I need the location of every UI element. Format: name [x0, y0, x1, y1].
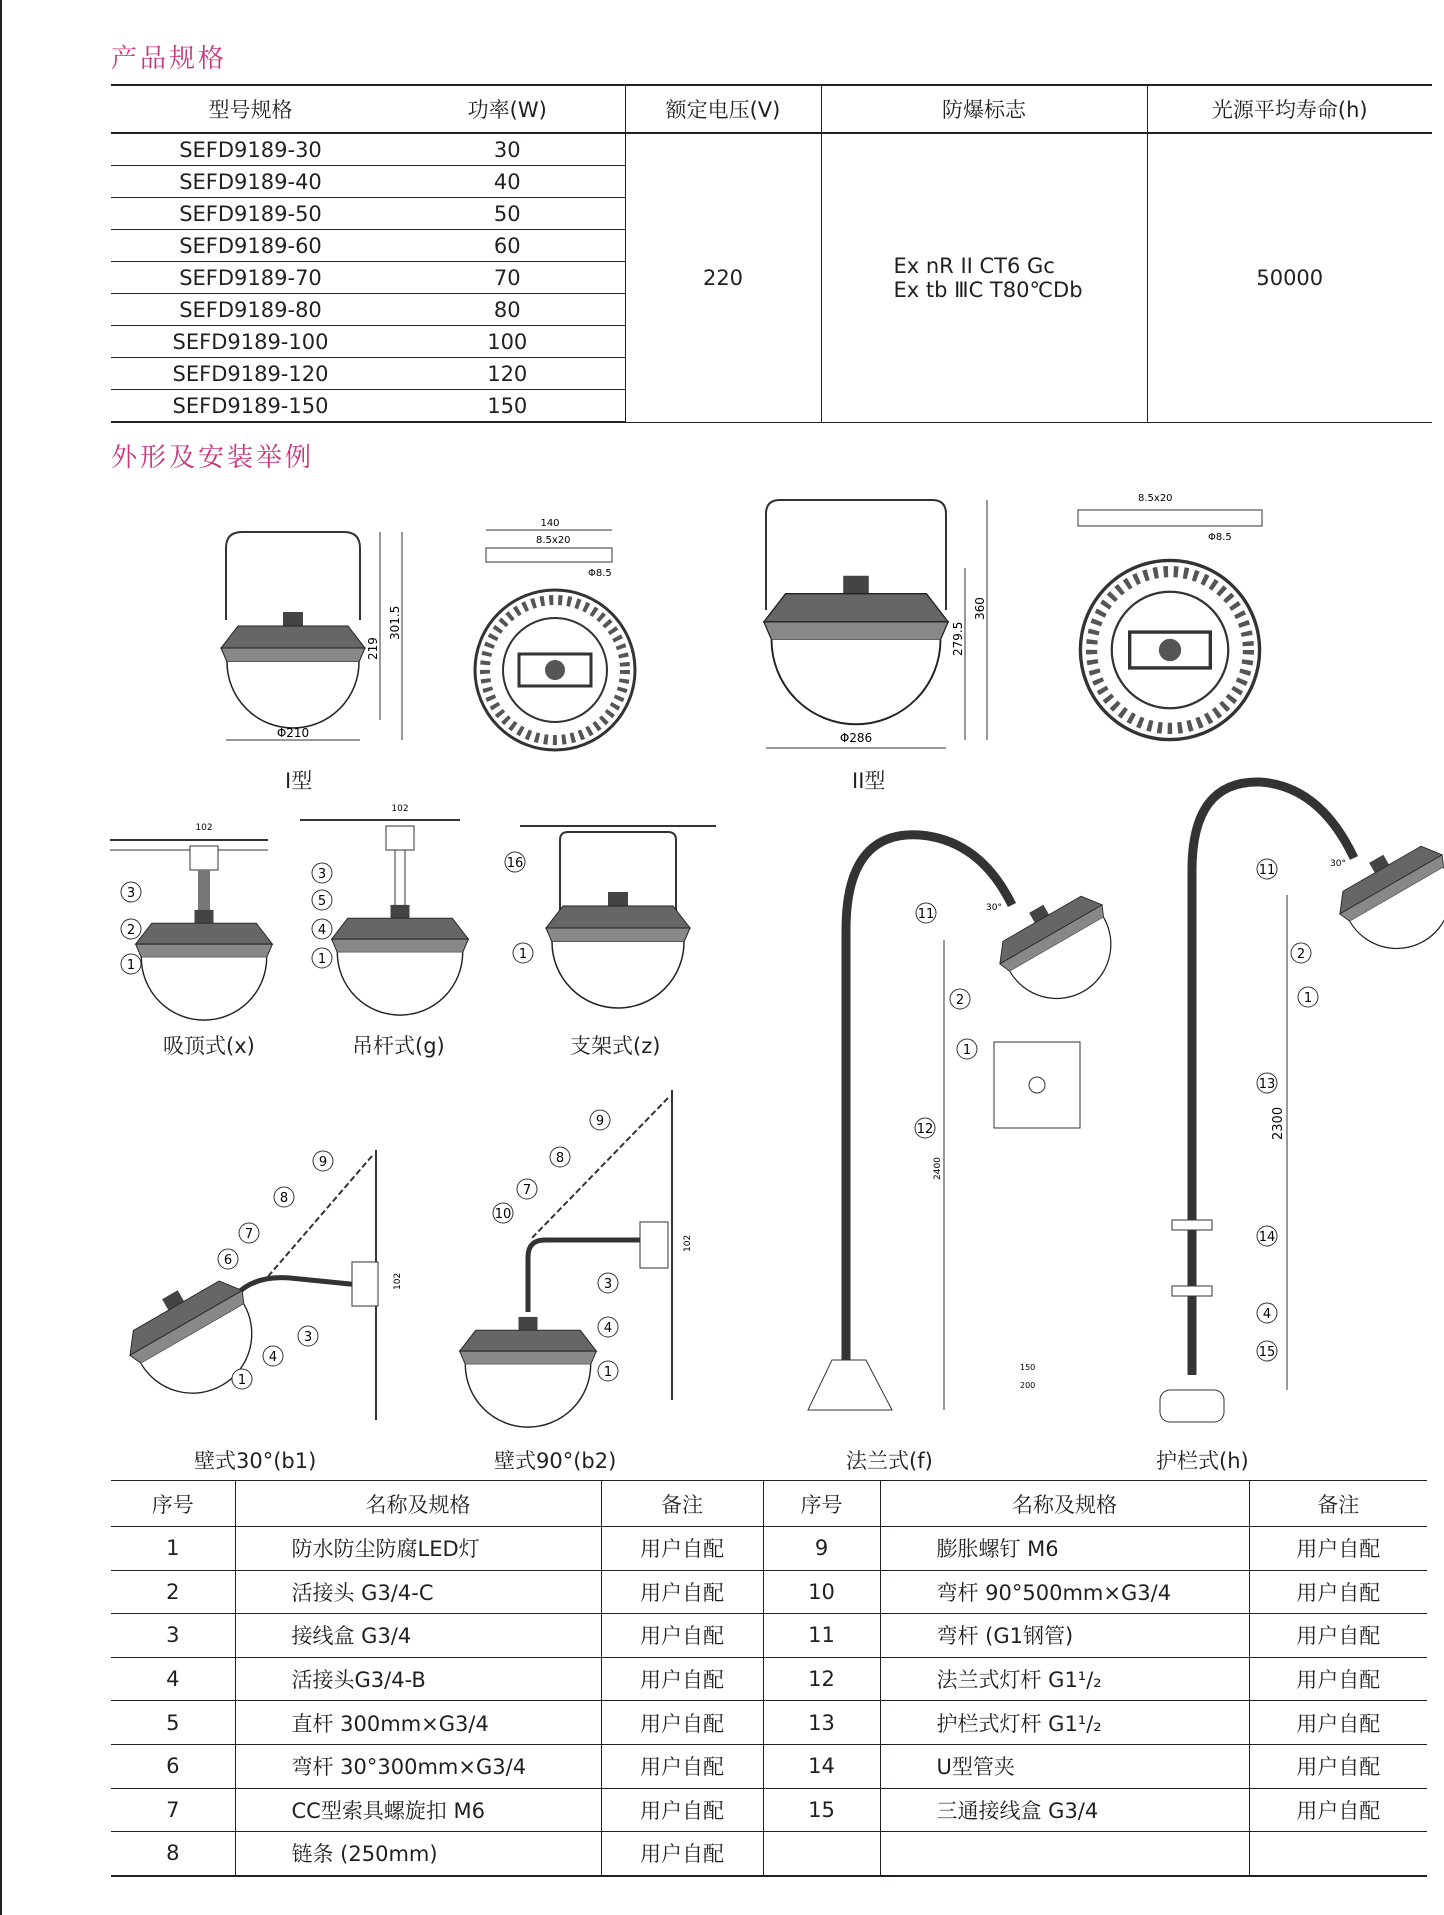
part-no: 13 [763, 1701, 880, 1745]
rail-dim-2300: 2300 [1271, 1106, 1286, 1140]
svg-text:9: 9 [595, 1114, 605, 1129]
part-note: 用户自配 [601, 1788, 763, 1832]
part-note: 用户自配 [601, 1570, 763, 1614]
callout-flange-1 [957, 1039, 977, 1059]
callout-wall90-8 [550, 1147, 570, 1167]
svg-text:3: 3 [317, 867, 327, 882]
parts-row [111, 1570, 1427, 1614]
callout-rail-13 [1257, 1073, 1277, 1093]
svg-text:1: 1 [237, 1373, 247, 1388]
rail-dim-30deg: 30° [1330, 859, 1346, 869]
spec-power: 70 [390, 262, 625, 294]
svg-text:1: 1 [518, 947, 528, 962]
part-note: 用户自配 [1249, 1614, 1427, 1658]
spec-header-lifetime: 光源平均寿命(h) [1147, 85, 1432, 133]
svg-text:1: 1 [317, 952, 327, 967]
bracket-caption: 支架式(z) [570, 1034, 661, 1058]
callout-ceiling-2 [121, 919, 141, 939]
parts-header-name-right: 名称及规格 [880, 1481, 1249, 1527]
part-name: CC型索具螺旋扣 M6 [235, 1788, 601, 1832]
part-no: 12 [763, 1657, 880, 1701]
part-name: U型管夹 [880, 1744, 1249, 1788]
spec-model: SEFD9189-60 [111, 230, 390, 262]
svg-text:8: 8 [279, 1191, 289, 1206]
type2-dim-total: 360 [973, 597, 987, 620]
bracket1-drawing [475, 518, 635, 750]
callout-rail-4 [1257, 1303, 1277, 1323]
svg-text:16: 16 [506, 856, 524, 871]
callout-wall90-4 [598, 1317, 618, 1337]
part-no: 4 [111, 1657, 235, 1701]
callout-wall90-3 [598, 1273, 618, 1293]
svg-text:5: 5 [317, 894, 327, 909]
part-name: 接线盒 G3/4 [235, 1614, 601, 1658]
svg-text:1: 1 [962, 1043, 972, 1058]
spec-power: 30 [390, 133, 625, 166]
spec-header-explosion: 防爆标志 [821, 85, 1147, 133]
type2-side-drawing [764, 500, 987, 748]
part-name: 弯杆 90°500mm×G3/4 [880, 1570, 1249, 1614]
svg-text:1: 1 [1303, 991, 1313, 1006]
bracket1-dim-slot: 8.5x20 [536, 535, 571, 546]
svg-text:6: 6 [223, 1253, 233, 1268]
type2-dim-width: Φ286 [839, 731, 873, 745]
svg-text:2: 2 [126, 923, 136, 938]
parts-table [111, 1480, 1427, 1877]
flange-dim-2400: 2400 [933, 1157, 943, 1180]
part-note: 用户自配 [1249, 1527, 1427, 1571]
parts-row [111, 1527, 1427, 1571]
part-name: 活接头G3/4-B [235, 1657, 601, 1701]
type2-dim-body: 279.5 [951, 621, 965, 656]
callout-rail-14 [1257, 1226, 1277, 1246]
bracket2-dim-hole: Φ8.5 [1208, 532, 1232, 543]
callout-bracket-16 [505, 852, 525, 872]
spec-model: SEFD9189-100 [111, 326, 390, 358]
spec-power: 120 [390, 358, 625, 390]
part-name: 直杆 300mm×G3/4 [235, 1701, 601, 1745]
spec-model: SEFD9189-80 [111, 294, 390, 326]
parts-header-no-right: 序号 [763, 1481, 880, 1527]
rail-caption: 护栏式(h) [1156, 1449, 1249, 1473]
svg-text:14: 14 [1258, 1230, 1276, 1245]
svg-text:8: 8 [555, 1151, 565, 1166]
part-name: 链条 (250mm) [235, 1832, 601, 1876]
parts-row [111, 1657, 1427, 1701]
svg-text:12: 12 [916, 1122, 934, 1137]
svg-text:11: 11 [1258, 863, 1276, 878]
svg-text:10: 10 [494, 1207, 512, 1222]
parts-row [111, 1701, 1427, 1745]
callout-wall90-10 [493, 1203, 513, 1223]
part-name: 防水防尘防腐LED灯 [235, 1527, 601, 1571]
callout-wall30-7 [239, 1223, 259, 1243]
svg-text:9: 9 [318, 1155, 328, 1170]
type2-caption: II型 [852, 769, 886, 793]
ceiling-caption: 吸顶式(x) [163, 1034, 255, 1058]
spec-header-power: 功率(W) [390, 85, 625, 133]
callout-rail-15 [1257, 1341, 1277, 1361]
svg-text:15: 15 [1258, 1345, 1276, 1360]
part-name: 护栏式灯杆 G1¹/₂ [880, 1701, 1249, 1745]
part-name: 三通接线盒 G3/4 [880, 1788, 1249, 1832]
callout-ceiling-3 [121, 882, 141, 902]
part-note: 用户自配 [1249, 1788, 1427, 1832]
wall90-dim-102: 102 [683, 1234, 693, 1252]
type1-dim-body: 219 [366, 637, 380, 660]
callout-pendant-1 [312, 948, 332, 968]
part-note: 用户自配 [1249, 1701, 1427, 1745]
svg-text:3: 3 [126, 886, 136, 901]
svg-text:2: 2 [955, 993, 965, 1008]
part-name: 弯杆 30°300mm×G3/4 [235, 1744, 601, 1788]
callout-pendant-5 [312, 890, 332, 910]
svg-text:1: 1 [603, 1365, 613, 1380]
wall30-mount-drawing [114, 1150, 403, 1420]
part-no: 5 [111, 1701, 235, 1745]
spec-explosion-line-2: Ex tb ⅢC T80℃Db [893, 277, 1083, 302]
callout-flange-12 [915, 1118, 935, 1138]
callout-ceiling-1 [121, 954, 141, 974]
spec-model: SEFD9189-30 [111, 133, 390, 166]
callout-flange-11 [916, 903, 936, 923]
spec-model: SEFD9189-40 [111, 166, 390, 198]
ceiling-dim-102: 102 [195, 823, 213, 833]
wall90-caption: 壁式90°(b2) [494, 1449, 617, 1473]
rail-pole-drawing [1160, 782, 1444, 1422]
part-no: 15 [763, 1788, 880, 1832]
callout-bracket-1 [513, 943, 533, 963]
part-no: 9 [763, 1527, 880, 1571]
part-note: 用户自配 [1249, 1657, 1427, 1701]
svg-text:13: 13 [1258, 1077, 1276, 1092]
part-note: 用户自配 [601, 1614, 763, 1658]
callout-pendant-3 [312, 863, 332, 883]
part-note: 用户自配 [601, 1701, 763, 1745]
wall30-caption: 壁式30°(b1) [194, 1449, 317, 1473]
svg-text:3: 3 [603, 1277, 613, 1292]
parts-row [111, 1788, 1427, 1832]
callout-wall30-1 [232, 1369, 252, 1389]
install-section-title: 外形及安装举例 [111, 443, 315, 473]
svg-text:11: 11 [917, 907, 935, 922]
part-name: 法兰式灯杆 G1¹/₂ [880, 1657, 1249, 1701]
callout-group [121, 852, 1318, 1389]
part-no: 10 [763, 1570, 880, 1614]
parts-header-name-left: 名称及规格 [235, 1481, 601, 1527]
svg-text:4: 4 [1262, 1307, 1272, 1322]
callout-wall30-3 [298, 1326, 318, 1346]
part-note: 用户自配 [1249, 1744, 1427, 1788]
part-no: 8 [111, 1832, 235, 1876]
flange-dim-200: 200 [1020, 1381, 1036, 1390]
callout-flange-2 [950, 989, 970, 1009]
callout-wall90-7 [517, 1179, 537, 1199]
callout-wall30-8 [274, 1187, 294, 1207]
parts-header-note-left: 备注 [601, 1481, 763, 1527]
svg-text:3: 3 [303, 1330, 313, 1345]
bracket2-drawing [1078, 493, 1262, 740]
svg-text:4: 4 [603, 1321, 613, 1336]
spec-lifetime: 50000 [1147, 133, 1432, 422]
bracket1-dim-hole: Φ8.5 [588, 568, 612, 579]
callout-rail-2 [1291, 943, 1311, 963]
flange-dim-30deg: 30° [986, 903, 1002, 913]
type1-side-drawing [221, 532, 402, 740]
spec-power: 80 [390, 294, 625, 326]
flange-dim-150: 150 [1020, 1363, 1036, 1372]
part-no: 11 [763, 1614, 880, 1658]
wall30-dim-102: 102 [393, 1272, 403, 1290]
part-note: 用户自配 [601, 1527, 763, 1571]
part-no: 14 [763, 1744, 880, 1788]
part-no [763, 1832, 880, 1876]
spec-model: SEFD9189-70 [111, 262, 390, 294]
callout-wall90-9 [590, 1110, 610, 1130]
spec-model: SEFD9189-120 [111, 358, 390, 390]
pendant-dim-102: 102 [391, 804, 409, 814]
callout-wall90-1 [598, 1361, 618, 1381]
pendant-caption: 吊杆式(g) [352, 1034, 445, 1058]
spec-voltage: 220 [625, 133, 821, 422]
part-no: 7 [111, 1788, 235, 1832]
type1-dim-total: 301.5 [388, 605, 402, 640]
parts-row [111, 1832, 1427, 1876]
bracket1-dim-length: 140 [540, 518, 560, 529]
type1-dim-width: Φ210 [276, 726, 310, 740]
part-no: 3 [111, 1614, 235, 1658]
spec-power: 150 [390, 390, 625, 423]
svg-text:4: 4 [268, 1350, 278, 1365]
part-no: 2 [111, 1570, 235, 1614]
part-note: 用户自配 [601, 1744, 763, 1788]
svg-text:1: 1 [126, 958, 136, 973]
bracket-mount-drawing [520, 826, 716, 1008]
part-name: 弯杆 (G1钢管) [880, 1614, 1249, 1658]
part-name: 膨胀螺钉 M6 [880, 1527, 1249, 1571]
parts-header-no-left: 序号 [111, 1481, 235, 1527]
parts-row [111, 1614, 1427, 1658]
spec-power: 100 [390, 326, 625, 358]
parts-row [111, 1744, 1427, 1788]
part-note: 用户自配 [601, 1657, 763, 1701]
svg-text:4: 4 [317, 923, 327, 938]
spec-header-voltage: 额定电压(V) [625, 85, 821, 133]
spec-power: 40 [390, 166, 625, 198]
callout-rail-1 [1298, 987, 1318, 1007]
wall90-mount-drawing [460, 1090, 693, 1427]
svg-text:7: 7 [522, 1183, 532, 1198]
part-name: 活接头 G3/4-C [235, 1570, 601, 1614]
svg-text:7: 7 [244, 1227, 254, 1242]
part-no: 1 [111, 1527, 235, 1571]
spec-header-model: 型号规格 [111, 85, 390, 133]
part-note [1249, 1832, 1427, 1876]
spec-power: 50 [390, 198, 625, 230]
flange-caption: 法兰式(f) [846, 1449, 933, 1473]
part-note: 用户自配 [1249, 1570, 1427, 1614]
callout-wall30-9 [313, 1151, 333, 1171]
spec-power: 60 [390, 230, 625, 262]
callout-wall30-6 [218, 1249, 238, 1269]
part-name [880, 1832, 1249, 1876]
callout-rail-11 [1257, 859, 1277, 879]
spec-explosion-line-1: Ex nR II CT6 Gc [893, 253, 1055, 278]
flange-pole-drawing [808, 835, 1135, 1410]
type1-caption: I型 [285, 769, 313, 793]
spec-model: SEFD9189-50 [111, 198, 390, 230]
callout-wall30-4 [263, 1346, 283, 1366]
part-note: 用户自配 [601, 1832, 763, 1876]
parts-header-row [111, 1481, 1427, 1527]
svg-text:2: 2 [1296, 947, 1306, 962]
part-no: 6 [111, 1744, 235, 1788]
bracket2-dim-slot: 8.5x20 [1138, 493, 1173, 504]
parts-header-note-right: 备注 [1249, 1481, 1427, 1527]
spec-section-title: 产品规格 [111, 44, 228, 74]
callout-pendant-4 [312, 919, 332, 939]
spec-model: SEFD9189-150 [111, 390, 390, 423]
